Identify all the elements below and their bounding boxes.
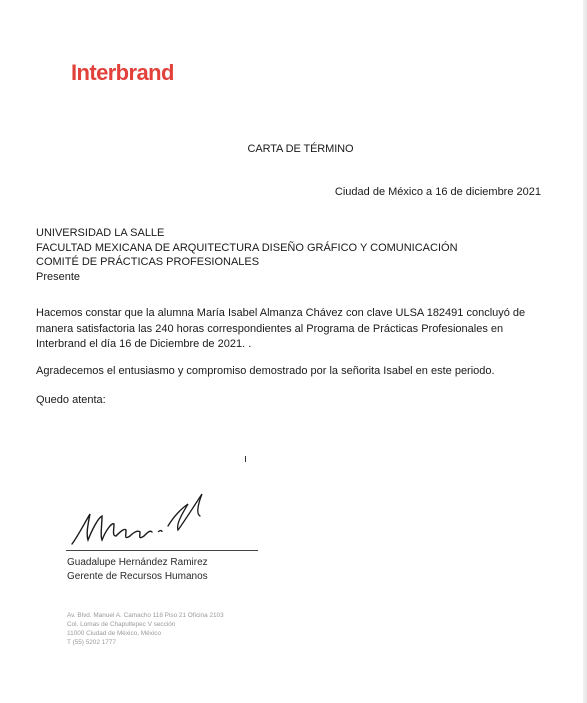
letter-title: CARTA DE TÉRMINO [247,143,354,155]
address-line: Av. Blvd. Manuel A. Camacho 118 Piso 21 Oficina 2103 [67,612,224,619]
date-line: Ciudad de México a 16 de diciembre 2021 [334,186,541,198]
recipient-line: UNIVERSIDAD LA SALLE [36,227,165,239]
page-edge [583,0,587,703]
stray-mark [245,456,246,462]
recipient-line: FACULTAD MEXICANA DE ARQUITECTURA DISEÑO GRÁFICO Y COMUNICACIÓN [36,241,458,254]
footer-address [67,611,224,647]
recipient-block [36,226,458,284]
body-paragraph: Hacemos constar que la alumna María Isabel Almanza Chávez con clave ULSA 182491 concluyó de manera satisfactoria las 240 horas correspondientes al Programa de Prácticas Profesionales en Interbrand el día 16 de Diciembre de 2021. . [36,307,526,350]
closing-line: Quedo atenta: [36,394,106,406]
signer-name: Guadalupe Hernández Ramirez [67,557,208,568]
recipient-line: COMITÉ DE PRÁCTICAS PROFESIONALES [36,256,260,268]
address-line: Col. Lomas de Chapultepec V sección [67,621,176,628]
address-line: 11000 Ciudad de México, México [67,630,162,637]
recipient-line: Presente [36,270,81,283]
handwritten-signature [64,486,224,556]
address-line: T (55) 5202 1777 [67,639,116,646]
interbrand-logo: Interbrand [71,60,174,85]
signature-line [66,550,258,551]
signer-block [67,556,208,584]
thanks-paragraph: Agradecemos el entusiasmo y compromiso demostrado por la señorita Isabel en este periodo. [36,365,495,377]
signer-position: Gerente de Recursos Humanos [67,571,208,582]
